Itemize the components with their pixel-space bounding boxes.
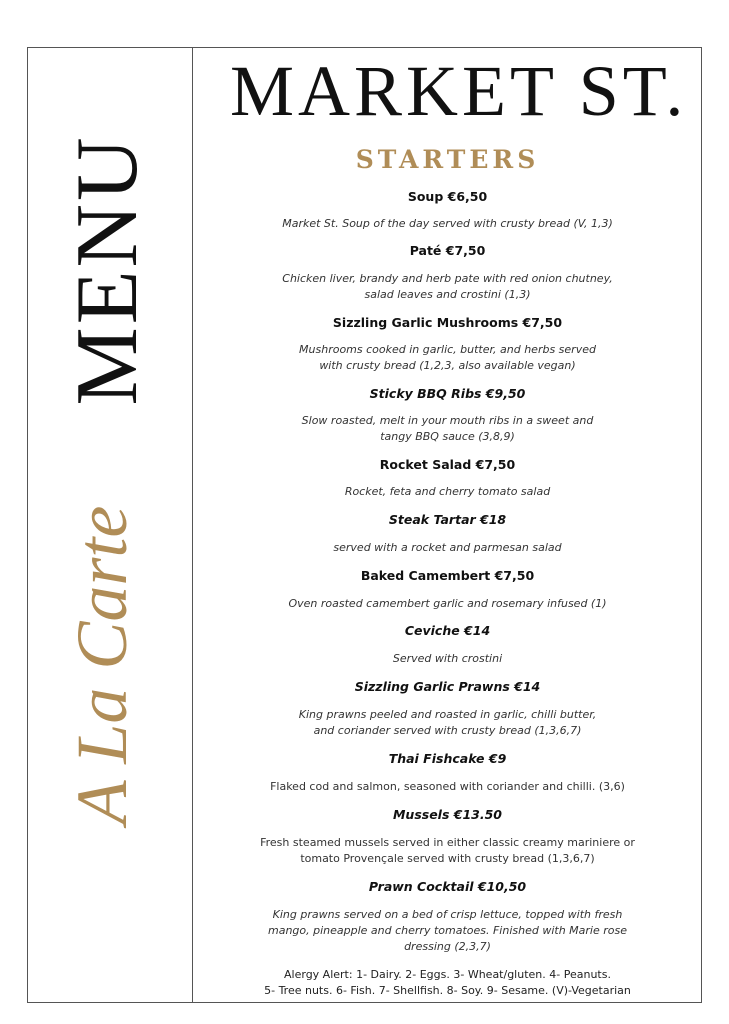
menu-item-name: Sizzling Garlic Mushrooms €7,50 xyxy=(332,315,563,330)
restaurant-title: MARKET ST. xyxy=(230,51,688,131)
menu-item-description: Flaked cod and salmon, seasoned with coriander and chilli. (3,6) xyxy=(270,780,625,793)
side-menu-heading: MENU xyxy=(59,134,156,406)
menu-item-description: King prawns peeled and roasted in garlic, chilli butter, and coriander served with crusty bread (1,3,6,7) xyxy=(298,708,597,737)
menu-item-description: Market St. Soup of the day served with crusty bread (V, 1,3) xyxy=(282,217,613,230)
menu-item-name: Rocket Salad €7,50 xyxy=(379,457,516,472)
menu-item-name: Paté €7,50 xyxy=(409,243,486,258)
side-subtitle: A La Carte xyxy=(62,505,142,825)
menu-item-name: Thai Fishcake €9 xyxy=(388,751,507,766)
section-heading: STARTERS xyxy=(355,145,540,174)
menu-item-description: Oven roasted camembert garlic and rosemary infused (1) xyxy=(288,597,607,610)
menu-item-description: Slow roasted, melt in your mouth ribs in a sweet and tangy BBQ sauce (3,8,9) xyxy=(301,414,594,443)
menu-item-description: Rocket, feta and cherry tomato salad xyxy=(344,485,551,498)
menu-item-name: Soup €6,50 xyxy=(407,189,488,204)
menu-item-description: Served with crostini xyxy=(392,652,503,665)
menu-item-name: Prawn Cocktail €10,50 xyxy=(368,879,527,894)
menu-item-description: Mushrooms cooked in garlic, butter, and herbs served with crusty bread (1,2,3, also available vegan) xyxy=(299,343,596,372)
menu-item-description: King prawns served on a bed of crisp lettuce, topped with fresh mango, pineapple and cherry tomatoes. Finished with Marie rose dressing (2,3,7) xyxy=(267,908,628,953)
menu-item-name: Mussels €13.50 xyxy=(392,807,502,822)
menu-item-name: Ceviche €14 xyxy=(404,623,491,638)
menu-item-name: Baked Camembert €7,50 xyxy=(360,568,535,583)
allergy-note: Alergy Alert: 1- Dairy. 2- Eggs. 3- Wheat/gluten. 4- Peanuts. 5- Tree nuts. 6- Fish. 7- Shellfish. 8- Soy. 9- Sesame. (V)-Vegetarian xyxy=(264,968,631,997)
menu-item-name: Steak Tartar €18 xyxy=(388,512,507,527)
menu-item-description: served with a rocket and parmesan salad xyxy=(333,541,562,554)
menu-item-name: Sizzling Garlic Prawns €14 xyxy=(354,679,541,694)
menu-item-description: Fresh steamed mussels served in either classic creamy mariniere or tomato Provençale served with crusty bread (1,3,6,7) xyxy=(260,836,635,865)
menu-item-name: Sticky BBQ Ribs €9,50 xyxy=(369,386,526,401)
menu-item-description: Chicken liver, brandy and herb pate with red onion chutney, salad leaves and crostini (1,3) xyxy=(282,272,613,301)
